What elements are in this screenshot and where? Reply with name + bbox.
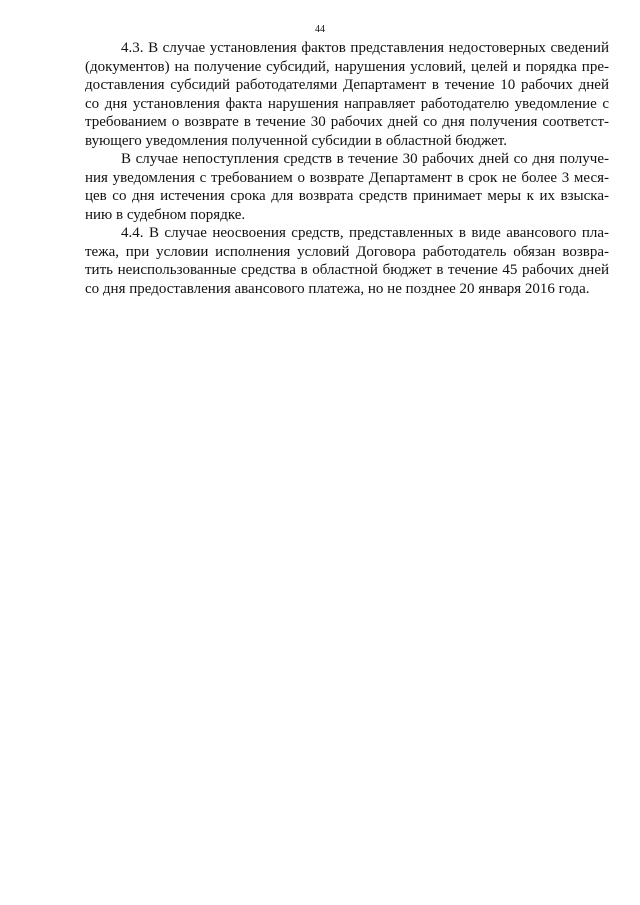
text-line: 4.3. В случае установления фактов представления недостоверных сведений [121,40,609,56]
text-line: тить неиспользованные средства в областной бюджет в течение 45 рабочих дней [85,262,609,278]
text-line: требованием о возврате в течение 30 рабочих дней со дня получения соответст- [85,114,609,130]
text-line: доставления субсидий работодателями Департамент в течение 10 рабочих дней [85,77,609,93]
text-line: со дня предоставления авансового платежа, но не позднее 20 января 2016 года. [85,280,590,297]
text-line: вующего уведомления полученной субсидии в областной бюджет. [85,132,507,149]
text-line: ния уведомления с требованием о возврате Департамент в срок не более 3 меся- [85,169,609,186]
text-line: 4.4. В случае неосвоения средств, представленных в виде авансового пла- [121,225,609,241]
text-line: нию в судебном порядке. [85,206,246,223]
document-body [85,39,609,298]
text-line: (документов) на получение субсидий, нарушения условий, целей и порядка пре- [85,58,609,75]
paragraph-non-receipt [85,150,609,224]
text-line: тежа, при условии исполнения условий Договора работодатель обязан возвра- [85,243,609,260]
paragraph-4-3 [85,39,609,150]
paragraph-4-4 [85,224,609,298]
text-line: со дня установления факта нарушения направляет работодателю уведомление с [85,95,609,112]
page-number: 44 [315,24,325,35]
text-line: цев со дня истечения срока для возврата средств принимает меры к их взыска- [85,188,609,204]
text-line: В случае непоступления средств в течение 30 рабочих дней со дня получе- [121,151,609,167]
